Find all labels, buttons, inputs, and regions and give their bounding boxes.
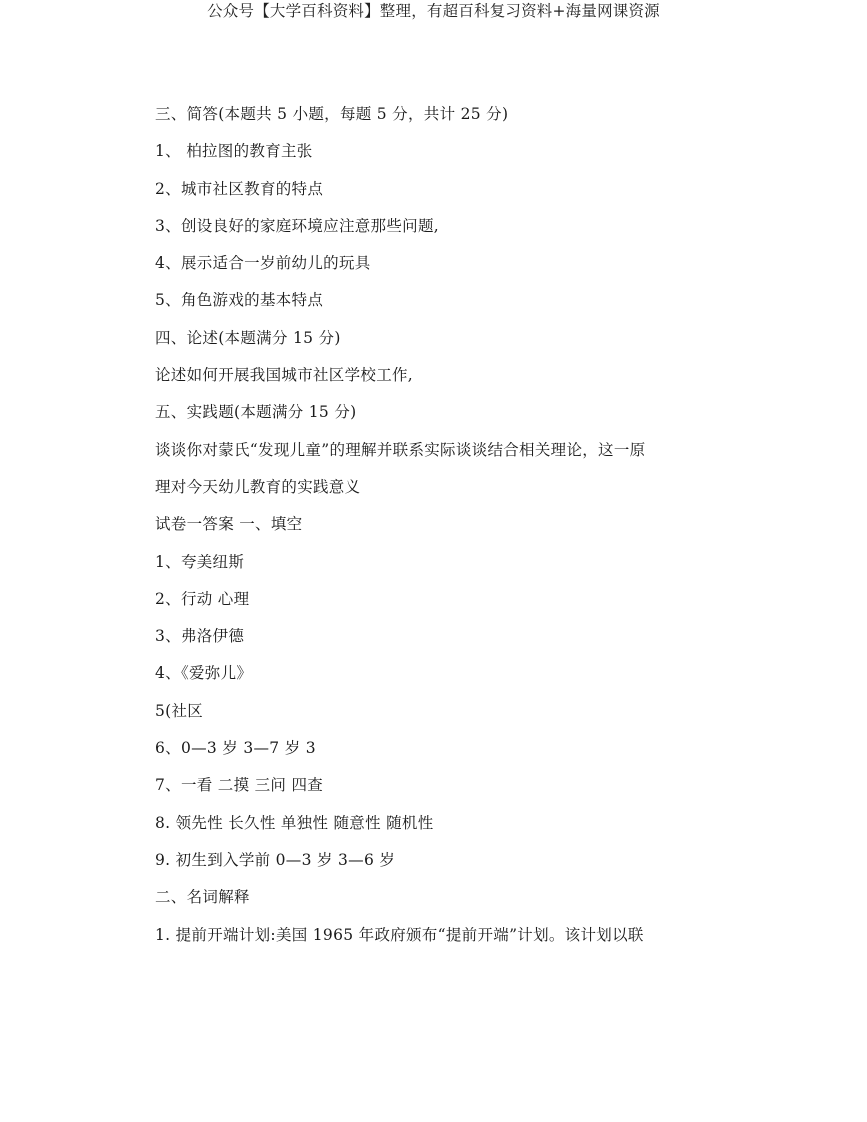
question-item: 3、创设良好的家庭环境应注意那些问题, <box>155 216 439 235</box>
question-item: 论述如何开展我国城市社区学校工作, <box>155 366 414 385</box>
answer-item: 7、一看 二摸 三问 四查 <box>155 776 324 795</box>
question-item: 2、城市社区教育的特点 <box>155 179 324 198</box>
section-heading-terms: 二、名词解释 <box>155 888 250 907</box>
question-item: 谈谈你对蒙氏“发现儿童”的理解并联系实际谈谈结合相关理论，这一原 <box>155 440 646 459</box>
section-heading-answers: 试卷一答案 一、填空 <box>155 515 303 534</box>
answer-item: 5(社区 <box>155 701 204 720</box>
answer-item: 1. 提前开端计划:美国 1965 年政府颁布“提前开端”计划。该计划以联 <box>155 925 644 944</box>
question-item-continued: 理对今天幼儿教育的实践意义 <box>155 477 361 496</box>
question-item: 5、角色游戏的基本特点 <box>155 291 324 310</box>
answer-item: 4、《爱弥儿》 <box>155 664 253 683</box>
answer-item: 6、0—3 岁 3—7 岁 3 <box>155 739 316 758</box>
question-item: 4、展示适合一岁前幼儿的玩具 <box>155 254 371 273</box>
answer-item: 2、行动 心理 <box>155 589 250 608</box>
question-item: 1、 柏拉图的教育主张 <box>155 142 313 161</box>
section-heading-practice: 五、实践题(本题满分 15 分) <box>155 403 357 422</box>
answer-item: 1、夸美纽斯 <box>155 552 245 571</box>
section-heading-short-answer: 三、简答(本题共 5 小题，每题 5 分，共计 25 分) <box>155 105 509 123</box>
answer-item: 9. 初生到入学前 0—3 岁 3—6 岁 <box>155 850 396 869</box>
document-body <box>155 101 715 959</box>
section-heading-essay: 四、论述(本题满分 15 分) <box>155 328 341 347</box>
answer-item: 3、弗洛伊德 <box>155 627 245 646</box>
page-header: 公众号【大学百科资料】整理，有超百科复习资料+海量网课资源 <box>207 2 660 20</box>
answer-item: 8. 领先性 长久性 单独性 随意性 随机性 <box>155 813 434 832</box>
